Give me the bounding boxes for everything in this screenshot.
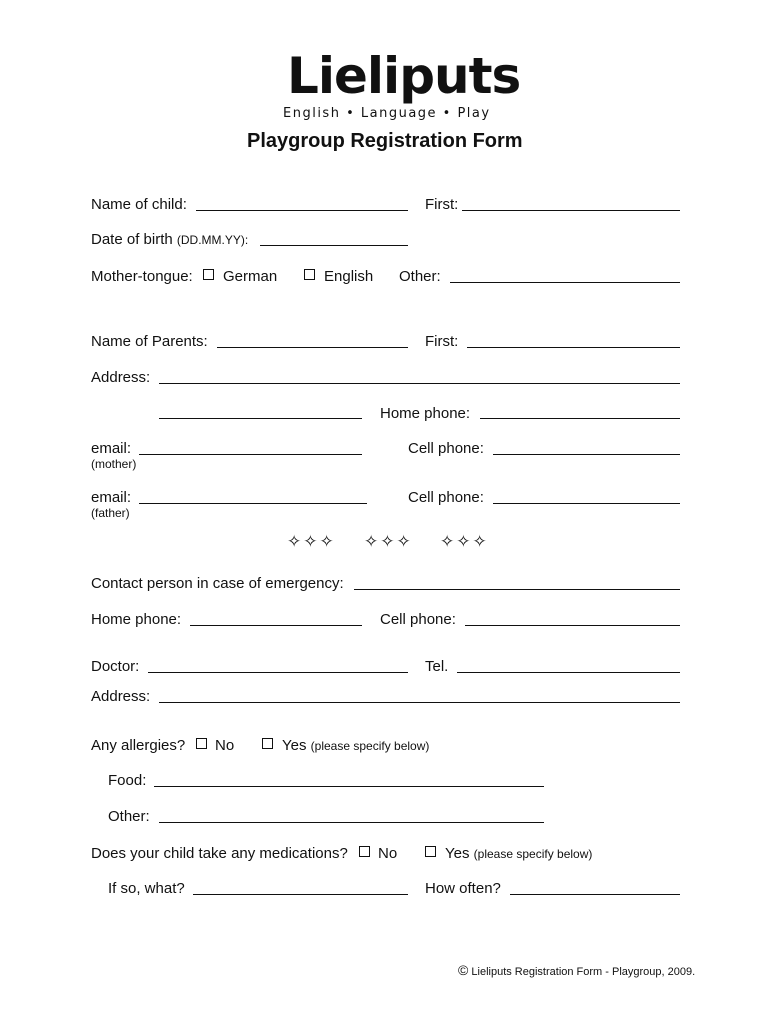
email-mother-field[interactable] [139, 454, 362, 455]
parents-address-label: Address: [91, 369, 151, 386]
dob-label [91, 231, 248, 249]
medications-often-field[interactable] [510, 894, 680, 895]
emergency-cell-field[interactable] [465, 625, 680, 626]
allergies-question: Any allergies? [91, 737, 186, 754]
child-name-field[interactable] [196, 210, 408, 211]
allergies-other-field[interactable] [159, 822, 544, 823]
allergies-other-label: Other: [108, 808, 150, 825]
parents-home-phone-label: Home phone: [380, 405, 471, 422]
copyright-icon: © [458, 962, 469, 978]
emergency-contact-label: Contact person in case of emergency: [91, 575, 344, 592]
doctor-tel-field[interactable] [457, 672, 680, 673]
german-label: German [223, 268, 278, 285]
other-tongue-label: Other: [399, 268, 441, 285]
medications-yes-text: Yes [445, 845, 470, 862]
cell-mother-field[interactable] [493, 454, 680, 455]
doctor-label: Doctor: [91, 658, 140, 675]
logo-wordmark: Lieliputs [287, 47, 521, 105]
medications-what-field[interactable] [193, 894, 408, 895]
page-title: Playgroup Registration Form [247, 130, 523, 152]
allergies-food-label: Food: [108, 772, 147, 789]
allergies-food-field[interactable] [154, 786, 544, 787]
logo-tagline: English • Language • Play [283, 106, 491, 121]
doctor-tel-label: Tel. [425, 658, 449, 675]
doctor-address-label: Address: [91, 688, 151, 705]
child-first-field[interactable] [462, 210, 680, 211]
emergency-home-phone-field[interactable] [190, 625, 362, 626]
emergency-home-phone-label: Home phone: [91, 611, 182, 628]
cell-father-field[interactable] [493, 503, 680, 504]
email-mother-label: email: [91, 440, 132, 457]
english-checkbox[interactable] [304, 269, 315, 280]
parents-home-phone-field[interactable] [480, 418, 680, 419]
cell-father-label: Cell phone: [408, 489, 484, 506]
medications-note: (please specify below) [473, 847, 593, 861]
allergies-no-checkbox[interactable] [196, 738, 207, 749]
allergies-yes-label [282, 737, 429, 755]
parents-first-label: First: [425, 333, 459, 350]
child-first-label: First: [425, 196, 459, 213]
medications-no-checkbox[interactable] [359, 846, 370, 857]
dob-format: (DD.MM.YY): [176, 233, 249, 247]
email-father-field[interactable] [139, 503, 367, 504]
parents-address-field[interactable] [159, 383, 680, 384]
allergies-note: (please specify below) [310, 739, 430, 753]
cell-mother-label: Cell phone: [408, 440, 484, 457]
dob-field[interactable] [260, 245, 408, 246]
separator-ornament-2: ✧✧✧ [364, 532, 413, 552]
separator-ornament-1: ✧✧✧ [287, 532, 336, 552]
medications-yes-label [445, 845, 592, 863]
medications-what-label: If so, what? [108, 880, 185, 897]
footer-text: Lieliputs Registration Form - Playgroup, 2009. [471, 966, 696, 978]
parents-name-label: Name of Parents: [91, 333, 208, 350]
emergency-cell-label: Cell phone: [380, 611, 456, 628]
medications-question: Does your child take any medications? [91, 845, 348, 862]
doctor-field[interactable] [148, 672, 408, 673]
allergies-yes-text: Yes [282, 737, 307, 754]
email-father-label: email: [91, 489, 132, 506]
parents-first-field[interactable] [467, 347, 680, 348]
allergies-yes-checkbox[interactable] [262, 738, 273, 749]
mother-tongue-label: Mother-tongue: [91, 268, 193, 285]
father-note: (father) [91, 506, 130, 520]
medications-often-label: How often? [425, 880, 501, 897]
other-tongue-field[interactable] [450, 282, 680, 283]
separator-ornament-3: ✧✧✧ [440, 532, 489, 552]
english-label: English [324, 268, 374, 285]
allergies-no-label: No [215, 737, 235, 754]
doctor-address-field[interactable] [159, 702, 680, 703]
parents-name-field[interactable] [217, 347, 408, 348]
medications-no-label: No [378, 845, 398, 862]
emergency-contact-field[interactable] [354, 589, 680, 590]
child-name-label: Name of child: [91, 196, 187, 213]
german-checkbox[interactable] [203, 269, 214, 280]
medications-yes-checkbox[interactable] [425, 846, 436, 857]
mother-note: (mother) [91, 457, 137, 471]
dob-label-text: Date of birth [91, 231, 173, 248]
parents-address-line2-field[interactable] [159, 418, 362, 419]
footer [458, 962, 695, 978]
